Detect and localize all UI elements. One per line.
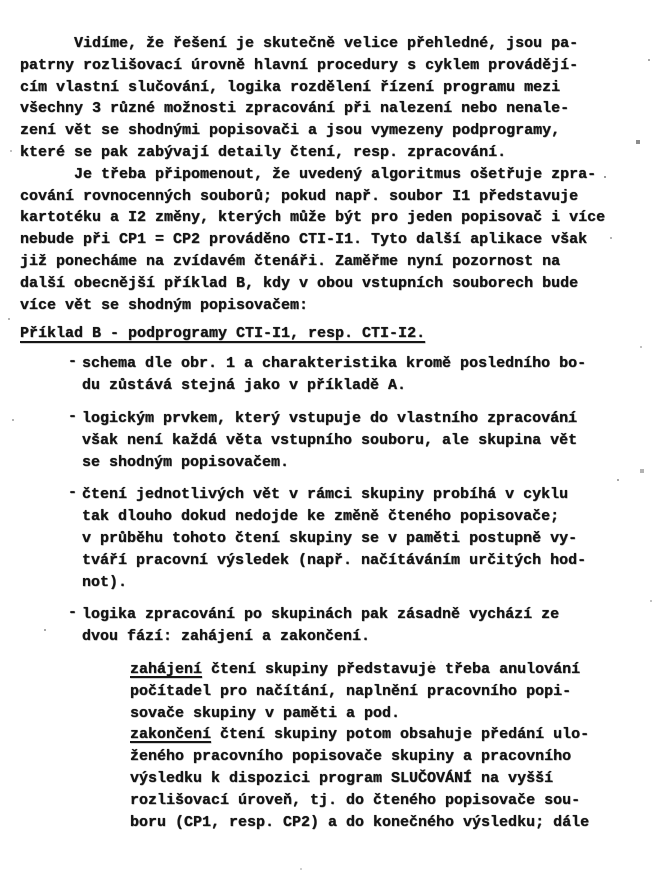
text-line: všechny 3 různé možnosti zpracování při nalezení nebo nenale- [20, 100, 570, 118]
bullet-dash: - [68, 604, 78, 622]
keyword-underlined: zahájení [130, 660, 203, 678]
paragraph-2 [20, 164, 640, 317]
text-line: patrny rozlišovací úrovně hlavní procedury s cyklem provádějí- [20, 56, 579, 74]
text-line: dvou fází: zahájení a zakončení. [82, 628, 371, 646]
text-line: výsledku k dispozici program SLUČOVÁNÍ na vyšší [130, 769, 554, 787]
text-line [130, 659, 640, 681]
text-line: logika zpracování po skupinách pak zásadně vychází ze [82, 606, 560, 624]
text-line: cím vlastní slučování, logika rozdělení řízení programu mezi [20, 78, 561, 96]
bullet-dash: - [68, 407, 78, 425]
keyword-underlined: zakončení [130, 726, 212, 744]
scan-noise [0, 0, 2, 2]
section-heading-text: Příklad B - podprogramy CTI-I1, resp. CTI-I2. [20, 325, 426, 343]
text-line: cování rovnocenných souborů; pokud např. soubor I1 představuje [20, 187, 579, 205]
paragraph-1 [20, 33, 640, 164]
text-line: další obecnější příklad B, kdy v obou vstupních souborech bude [20, 274, 579, 292]
list-item [68, 353, 640, 397]
text-line: kartotéku a I2 změny, kterých může být pro jeden popisovač i více [20, 209, 606, 227]
text-line: počítadel pro načítání, naplnění pracovního popi- [130, 682, 572, 700]
text-line: se shodným popisovačem. [82, 453, 290, 471]
text-line: však není každá věta vstupního souboru, ale skupina vět [82, 431, 578, 449]
bullet-dash: - [68, 484, 78, 502]
text-line: tak dlouho dokud nedojde ke změně čteného popisovače; [82, 508, 560, 526]
definition-zahajeni [130, 659, 640, 724]
definition-zakonceni [130, 724, 640, 833]
text-span: čtení skupiny představuje třeba anulování [202, 660, 581, 678]
text-line: Je třeba připomenout, že uvedený algoritmus ošetřuje zpra- [74, 165, 597, 183]
text-line: sovače skupiny v paměti a pod. [130, 704, 401, 722]
list-item [68, 604, 640, 648]
text-line: více vět se shodným popisovačem: [20, 296, 309, 314]
text-line: boru (CP1, resp. CP2) a do konečného výsledku; dále [130, 813, 590, 831]
text-line: v průběhu tohoto čtení skupiny se v paměti postupně vy- [82, 529, 578, 547]
text-line: tváří pracovní výsledek (např. načítáváním určitých hod- [82, 551, 587, 569]
list-item [68, 408, 640, 473]
text-line: zení vět se shodnými popisovači a jsou vymezeny podprogramy, [20, 122, 561, 140]
text-line: již ponecháme na zvídavém čtenáři. Zaměřme nyní pozornost na [20, 252, 561, 270]
text-line: rozlišovací úroveň, tj. do čteného popisovače sou- [130, 791, 581, 809]
section-heading [20, 325, 640, 342]
text-line: ženého pracovního popisovače skupiny a pracovního [130, 748, 572, 766]
text-line [130, 724, 640, 746]
text-line: které se pak zabývají detaily čtení, resp. zpracování. [20, 143, 507, 161]
text-span: čtení skupiny potom obsahuje předání ulo- [211, 726, 590, 744]
text-line: schema dle obr. 1 a charakteristika kromě posledního bo- [82, 355, 587, 373]
text-line: not). [82, 573, 128, 591]
list-item [68, 484, 640, 593]
bullet-dash: - [68, 353, 78, 371]
text-line: logickým prvkem, který vstupuje do vlastního zpracování [82, 409, 578, 427]
text-line: du zůstává stejná jako v příkladě A. [82, 377, 407, 395]
text-line: Vidíme, že řešení je skutečně velice přehledné, jsou pa- [74, 35, 579, 52]
text-line: nebude při CP1 = CP2 prováděno CTI-I1. Tyto další aplikace však [20, 231, 588, 249]
text-line: čtení jednotlivých vět v rámci skupiny probíhá v cyklu [82, 486, 569, 504]
